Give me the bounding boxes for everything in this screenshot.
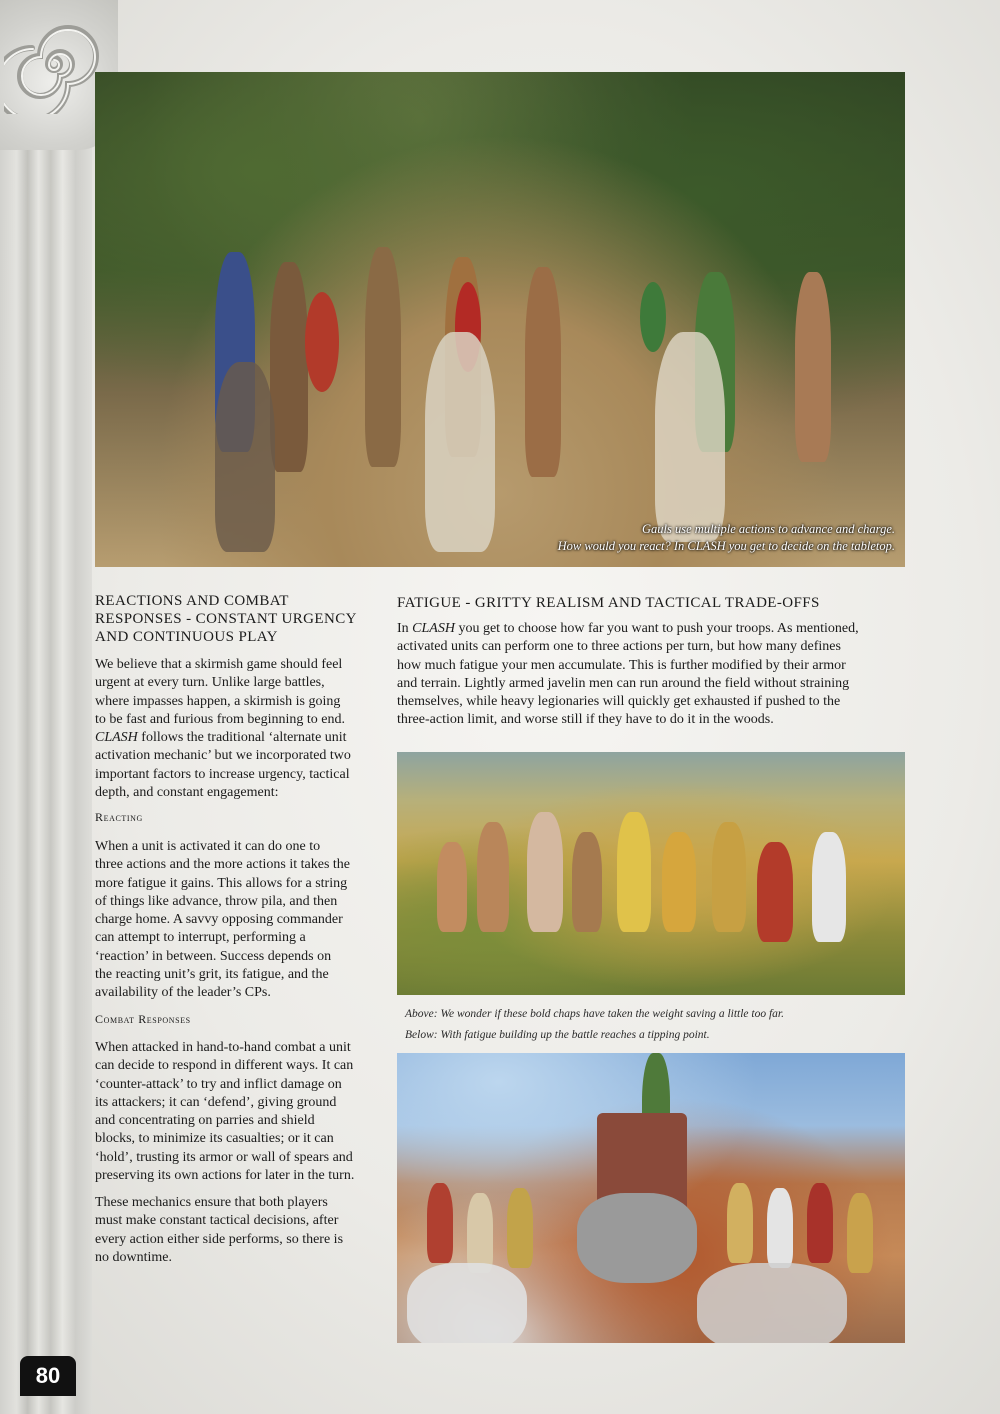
reactions-heading-line-3: AND CONTINUOUS PLAY (95, 629, 278, 645)
decorative-column (0, 0, 92, 1414)
reacting-line: can attempt to interrupt, performing a (95, 930, 306, 946)
closing-line: must make constant tactical decisions, after (95, 1213, 339, 1229)
fatigue-line: In CLASH you get to choose how far you want to push your troops. As mentioned, (397, 621, 859, 636)
intro-line: to be fast and furious from beginning to end. (95, 711, 346, 727)
reacting-text (95, 838, 385, 1003)
reactions-heading-line-2: RESPONSES - CONSTANT URGENCY (95, 611, 357, 627)
reacting-line: of things like advance, throw pila, and then (95, 893, 338, 909)
intro-line: important factors to increase urgency, tactical (95, 766, 350, 782)
photo-battle-tipping-point (397, 1053, 905, 1343)
top-caption-line-2: How would you react? In CLASH you get to decide on the tabletop. (557, 539, 895, 553)
intro-line: depth, and constant engagement: (95, 785, 279, 801)
intro-line: activation mechanic’ but we incorporated two (95, 748, 351, 764)
fatigue-heading: FATIGUE - GRITTY REALISM AND TACTICAL TRADE-OFFS (397, 595, 820, 611)
reacting-subheading: Reacting (95, 810, 143, 824)
combat-line: can decide to respond in different ways. It can (95, 1058, 354, 1074)
fatigue-text (397, 620, 907, 730)
intro-line: CLASH follows the traditional ‘alternate unit (95, 730, 347, 746)
combat-responses-text (95, 1039, 385, 1185)
spiral-ornament-icon (4, 14, 104, 114)
closing-line: These mechanics ensure that both players (95, 1195, 328, 1210)
combat-responses-subheading: Combat Responses (95, 1012, 191, 1026)
reactions-heading (95, 592, 385, 646)
combat-line: ‘counter-attack’ to try and inflict damage on (95, 1076, 342, 1092)
fatigue-line: activated units can perform one to three actions per turn, but how many defines (397, 639, 841, 655)
page-number: 80 (20, 1356, 76, 1396)
fatigue-line: how much fatigue your men accumulate. This is further modified by their armor (397, 657, 846, 673)
fatigue-line: themselves, while heavy legionaries will quickly get exhausted if pushed to the (397, 694, 841, 710)
combat-line: and concentrating on parries and shield (95, 1113, 315, 1129)
combat-line: its attackers; it can ‘defend’, giving ground (95, 1094, 337, 1110)
game-name-emphasis: CLASH (95, 730, 138, 746)
combat-line: ‘hold’, trusting its armor or wall of spears and (95, 1149, 353, 1165)
reacting-line: charge home. A savvy opposing commander (95, 912, 343, 928)
bottom-photo-caption: Below: With fatigue building up the battle reaches a tipping point. (405, 1029, 710, 1041)
intro-line: urgent at every turn. Unlike large battles, (95, 675, 325, 691)
top-caption-line-1: Gauls use multiple actions to advance and charge. (642, 522, 895, 536)
middle-photo-caption: Above: We wonder if these bold chaps have taken the weight saving a little too far. (405, 1008, 785, 1020)
closing-line: every action either side performs, so there is (95, 1231, 344, 1247)
combat-line: When attacked in hand-to-hand combat a unit (95, 1040, 351, 1055)
top-photo-caption (558, 521, 895, 555)
fatigue-line: three-action limit, and worse still if they have to do it in the woods. (397, 712, 774, 728)
game-name-emphasis: CLASH (412, 621, 455, 636)
reacting-line: availability of the leader’s CPs. (95, 985, 271, 1001)
combat-line: preserving its own actions for later in the turn. (95, 1168, 355, 1184)
reacting-line: ‘reaction’ in between. Success depends on (95, 948, 332, 964)
photo-bold-warriors (397, 752, 905, 995)
combat-line: blocks, to minimize its casualties; or it can (95, 1131, 334, 1147)
reacting-line: When a unit is activated it can do one to (95, 839, 321, 854)
game-name-emphasis: CLASH (687, 539, 726, 553)
reacting-line: the reacting unit’s grit, its fatigue, and the (95, 967, 329, 983)
reacting-line: more fatigue it gains. This allows for a string (95, 875, 348, 891)
reactions-intro (95, 656, 385, 802)
reacting-line: three actions and the more actions it takes the (95, 857, 351, 873)
reactions-heading-line-1: REACTIONS AND COMBAT (95, 593, 289, 609)
closing-line: no downtime. (95, 1249, 172, 1265)
photo-gauls-charge (95, 72, 905, 567)
intro-line: where impasses happen, a skirmish is going (95, 693, 341, 709)
fatigue-line: and terrain. Lightly armed javelin men can run around the field without straining (397, 675, 850, 691)
intro-line: We believe that a skirmish game should feel (95, 657, 343, 672)
closing-text (95, 1194, 385, 1267)
